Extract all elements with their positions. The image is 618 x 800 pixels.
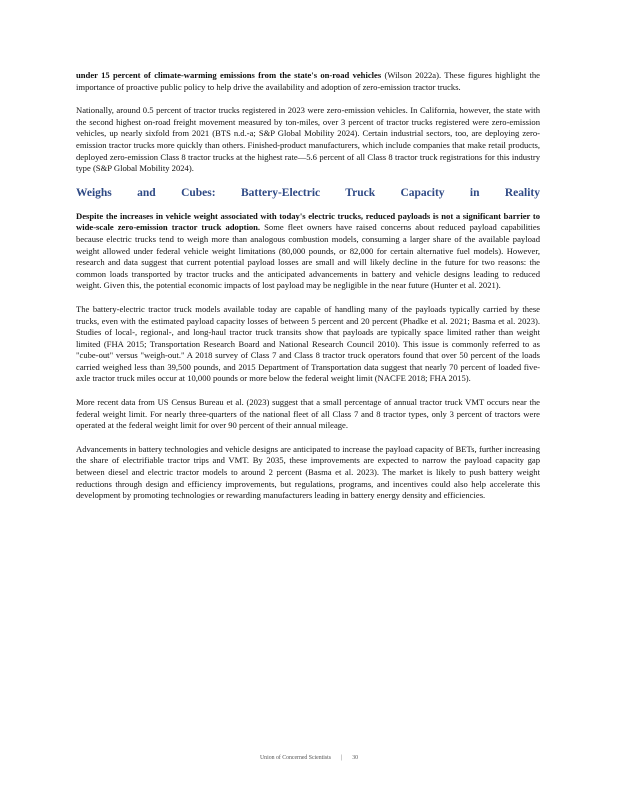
paragraph-4-text: The battery-electric tractor truck models available today are capable of handling many of the payloads typically carried by these trucks, even with the estimated payload capacity losses of between 5 percent and 20 percent (Phadke et al. 2021; Basma et al. 2023). Studies of local-, regional-, and long-haul tractor truck transits show that payloads are typically space limited rather than weight limited (FHA 2015; Transportation Research Board and National Research Council 2010). This issue is commonly referred to as "cube-out" versus "weigh-out." A 2018 survey of Class 7 and Class 8 tractor truck operators found that over 50 percent of the loads carried weighed less than 39,500 pounds, and 2015 Department of Transportation data suggest that nearly 70 percent of loaded five-axle tractor truck miles occur at 10,000 pounds or more below the federal weight limit (NACFE 2018; FHA 2015). xyxy=(76,303,540,384)
paragraph-3-lead: Despite the increases in vehicle weight associated with today's electric trucks, reduced payloads is not a significant barrier to wide-scale zero-emission tractor truck adoption. xyxy=(76,210,540,233)
footer-publisher: Union of Concerned Scientists xyxy=(260,755,332,761)
paragraph-5-text: More recent data from US Census Bureau et al. (2023) suggest that a small percentage of annual tractor truck VMT occurs near the federal weight limit. For nearly three-quarters of the national fleet of all Class 7 and 8 tractor types, only 3 percent of tractors were operated at the federal weight limit for over 90 percent of their annual mileage. xyxy=(76,397,540,431)
paragraph-3-text: Some fleet owners have raised concerns about reduced payload capabilities because electric trucks tend to weigh more than analogous combustion models, consuming a larger share of the available payload weight allowed under federal vehicle weight limitations (80,000 pounds, or 82,000 for certain alternative fuel models). However, research and data suggest that current potential payload losses are small and will likely decline in the future for two reasons: the common loads transported by tractor trucks and the anticipated advancements in battery and vehicle designs leading to reduced weight. Given this, the potential economic impacts of lost payload may be negligible in the near future (Hunter et al. 2021). xyxy=(76,222,540,291)
paragraph-1-text: (Wilson 2022a). These figures highlight the importance of proactive public policy to help drive the availability and adoption of zero-emission tractor trucks. xyxy=(76,70,540,92)
paragraph-2 xyxy=(76,105,540,175)
page-footer xyxy=(0,755,618,761)
footer-page-number: 30 xyxy=(352,755,358,761)
paragraph-6 xyxy=(76,444,540,502)
page-body xyxy=(76,70,540,514)
paragraph-4 xyxy=(76,304,540,385)
paragraph-5 xyxy=(76,397,540,432)
section-heading: Weighs and Cubes: Battery-Electric Truck Capacity in Reality xyxy=(76,186,540,199)
footer-separator: | xyxy=(341,755,343,761)
paragraph-2-text: Nationally, around 0.5 percent of tractor trucks registered in 2023 were zero-emission vehicles. In California, however, the state with the second highest on-road freight movement measured by ton-miles, over 3 percent of tractor trucks registered were zero-emission vehicles, up nearly sixfold from 2021 (BTS n.d.-a; S&P Global Mobility 2024). Certain industrial sectors, too, are deploying zero-emission tractor trucks more quickly than others. Finished-product manufacturers, which include companies that make retail products, deployed zero-emission Class 8 tractor trucks at the highest rate—5.6 percent of all Class 8 tractor truck registrations for this industry type (S&P Global Mobility 2024). xyxy=(76,105,540,174)
paragraph-1 xyxy=(76,70,540,93)
paragraph-1-lead: under 15 percent of climate-warming emissions from the state's on-road vehicles xyxy=(76,70,382,80)
paragraph-3 xyxy=(76,211,540,292)
paragraph-6-text: Advancements in battery technologies and vehicle designs are anticipated to increase the payload capacity of BETs, further increasing the share of electrifiable tractor trips and VMT. By 2035, these improvements are expected to narrow the payload capacity gap between diesel and electric tractor models to around 2 percent (Basma et al. 2023). The market is likely to push battery weight reductions through design and efficiency improvements, but regulations, programs, and incentives could also help accelerate this development by promoting technologies or rewarding manufacturers leading in battery energy density and efficiencies. xyxy=(76,443,540,501)
